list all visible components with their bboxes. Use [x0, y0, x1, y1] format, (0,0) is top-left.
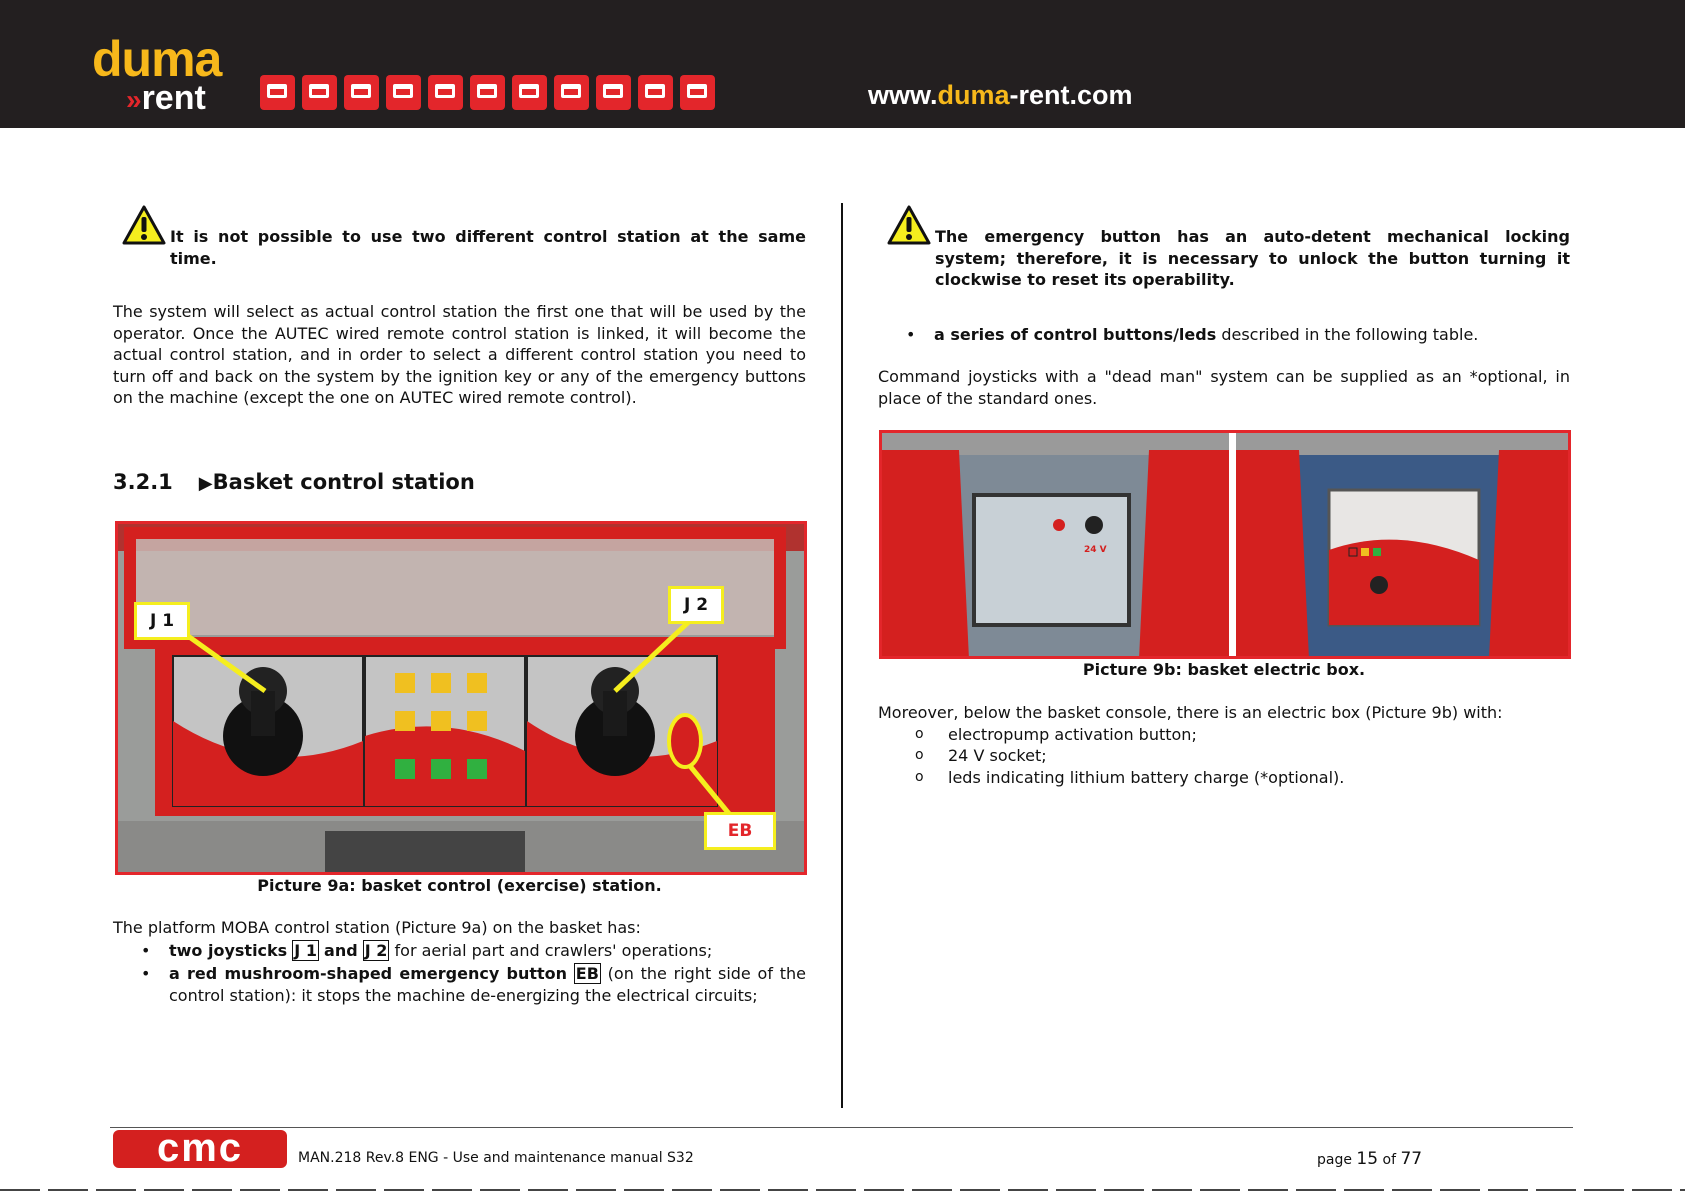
- url-brand: duma: [937, 80, 1010, 110]
- header-bar: [0, 0, 1685, 128]
- bullet-bold: a series of control buttons/leds: [934, 325, 1217, 344]
- logo-arrow-icon: »: [126, 84, 142, 115]
- cmc-logo: [113, 1130, 287, 1168]
- left-para2-block: [113, 917, 806, 1006]
- list-item: [113, 940, 806, 962]
- page-current: 15: [1356, 1149, 1379, 1169]
- label-j2: J 2: [668, 586, 724, 624]
- paragraph: The system will select as actual control station the first one that will be used by the operator. Once the AUTEC wired remote control station is linked, it will become the actual control station, and in order to select a different control station you need to turn off and back on the system by the ignition key or any of the emergency buttons on the machine (except the one on AUTEC wired remote control).: [113, 302, 806, 407]
- page-label: page: [1317, 1152, 1352, 1168]
- manual-reference: MAN.218 Rev.8 ENG - Use and maintenance manual S32: [298, 1150, 694, 1166]
- page-total: 77: [1400, 1149, 1423, 1169]
- label-eb: EB: [704, 812, 776, 850]
- bullet-rest: for aerial part and crawlers' operations;: [394, 940, 713, 960]
- forklift-icon: [302, 75, 337, 110]
- column-divider: [841, 203, 843, 1108]
- list-item: o leds indicating lithium battery charge (*optional).: [878, 767, 1570, 789]
- cmc-logo-text: cmc: [156, 1130, 244, 1168]
- right-para2-block: [878, 702, 1570, 788]
- bullet-bold: two joysticks: [169, 940, 288, 960]
- basket-control-photo: [115, 521, 807, 875]
- bottom-dashed-rule: [0, 1189, 1685, 1191]
- machine-icon-strip: [260, 75, 715, 110]
- list-item: o electropump activation button;: [878, 724, 1570, 746]
- bullet-bold: a red mushroom-shaped emergency button: [169, 964, 568, 983]
- label-j1: J 1: [134, 602, 190, 640]
- section-title: Basket control station: [212, 470, 475, 494]
- url-suffix: -rent.com: [1009, 80, 1133, 110]
- left-para1: [113, 301, 806, 409]
- bullet-rest: (on the right side of the control station): it stops the machine de-energizing the electrical circuits;: [169, 964, 806, 1005]
- controls-list: [878, 324, 1570, 346]
- page-of: of: [1382, 1152, 1397, 1168]
- left-warning: [113, 205, 806, 269]
- list-item: [113, 963, 806, 1006]
- loader-icon: [386, 75, 421, 110]
- website-link[interactable]: [868, 80, 1133, 111]
- lift-icon: [344, 75, 379, 110]
- paragraph: The platform MOBA control station (Picture 9a) on the basket has:: [113, 918, 641, 937]
- section-number: 3.2.1: [113, 470, 173, 494]
- caption-9a: Picture 9a: basket control (exercise) station.: [257, 876, 662, 895]
- dumper-icon: [470, 75, 505, 110]
- tractor-icon: [428, 75, 463, 110]
- basket-features-list: [113, 940, 806, 1007]
- warning-text: It is not possible to use two different control station at the same time.: [170, 227, 806, 268]
- paragraph: Command joysticks with a "dead man" system can be supplied as an *optional, in place of the standard ones.: [878, 367, 1570, 408]
- footer-rule: [110, 1127, 1573, 1128]
- caption-9b: Picture 9b: basket electric box.: [1082, 660, 1366, 679]
- excavator-arm-icon: [554, 75, 589, 110]
- right-para1: [878, 366, 1570, 409]
- boom-lift-icon: [680, 75, 715, 110]
- logo-rent: [126, 80, 206, 118]
- url-prefix: www.: [868, 80, 938, 110]
- spider-lift-icon: [638, 75, 673, 110]
- crane-truck-icon: [512, 75, 547, 110]
- electric-box-photo: [879, 430, 1571, 659]
- electric-box-items: [878, 724, 1570, 789]
- right-bullet-block: [878, 324, 1570, 346]
- ref-eb: EB: [575, 964, 599, 983]
- ref-j2: J 2: [364, 940, 388, 960]
- warning-text: The emergency button has an auto-detent mechanical locking system; therefore, it is necessary to unlock the button turning it clockwise to reset its operability.: [935, 227, 1570, 289]
- logo-rent-text: rent: [141, 79, 206, 117]
- electric-box-illustration: [879, 430, 1571, 659]
- telehandler-icon: [596, 75, 631, 110]
- ref-j1: J 1: [294, 940, 317, 960]
- page-number: [1317, 1149, 1422, 1169]
- list-item: [878, 324, 1570, 346]
- right-warning: [878, 205, 1570, 291]
- paragraph: Moreover, below the basket console, there is an electric box (Picture 9b) with:: [878, 703, 1503, 722]
- socket-voltage-label: 24 V: [1084, 545, 1107, 555]
- caret-right-icon: ▶: [198, 473, 213, 494]
- logo-duma: duma: [92, 31, 222, 87]
- excavator-icon: [260, 75, 295, 110]
- bullet-rest: described in the following table.: [1221, 325, 1479, 344]
- bullet-and: and: [324, 940, 358, 960]
- list-item: o 24 V socket;: [878, 745, 1570, 767]
- section-heading: [113, 470, 475, 494]
